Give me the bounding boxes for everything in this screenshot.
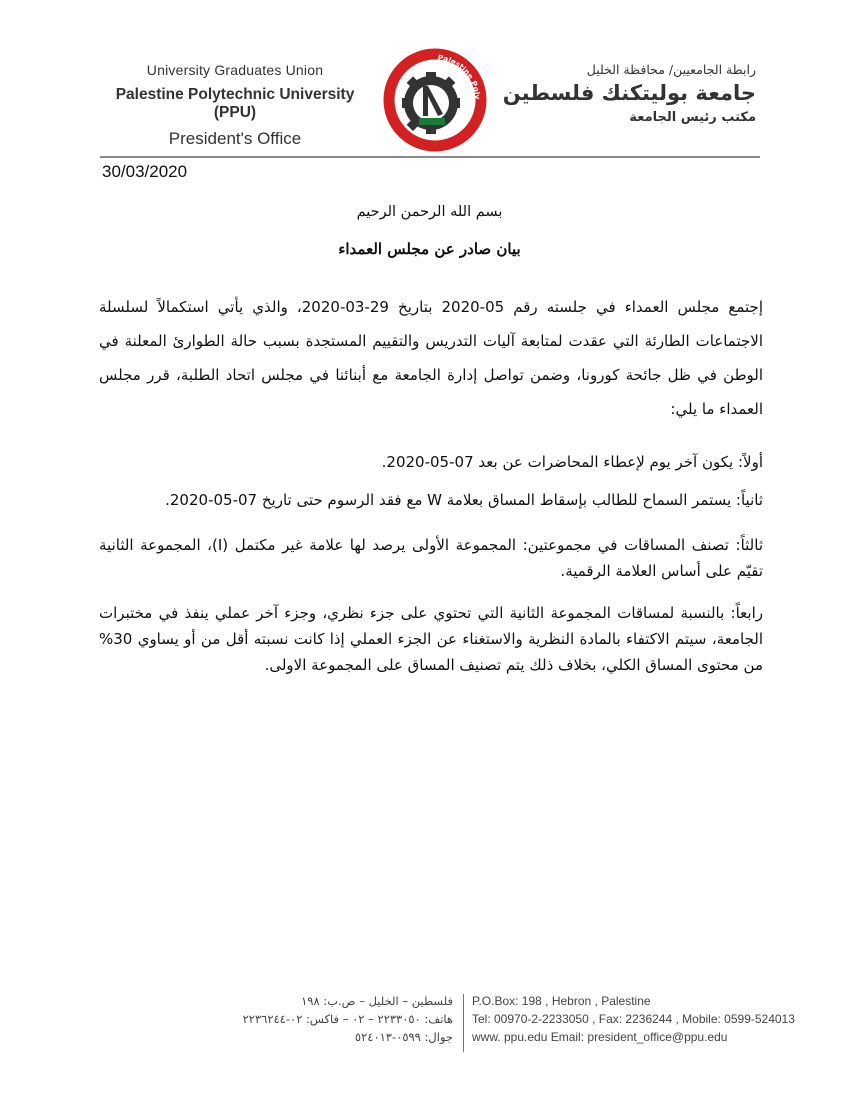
union-name-ar: رابطة الجامعيين/ محافظة الخليل	[586, 62, 756, 77]
decision-item-4: رابعاً: بالنسبة لمساقات المجموعة الثانية التي تحتوي على جزء نظري، وجزء آخر عملي ينفذ في مختبرات الجامعة، سيتم الاكتفاء بالمادة النظرية والاستغناء عن الجزء العملي إذا كانت نسبته أقل من أو يساوي 30% من محتوى المساق الكلي، بخلاف ذلك يتم تصنيف المساق على المجموعة الاولى.	[99, 604, 763, 674]
header-divider	[100, 156, 760, 158]
university-name-en: Palestine Polytechnic University (PPU)	[115, 86, 355, 121]
document-date: 30/03/2020	[102, 162, 188, 181]
footer-phone-en: Tel: 00970-2-2233050 , Fax: 2236244 , Mobile: 0599-524013	[472, 1012, 795, 1026]
office-name-en: President's Office	[168, 129, 302, 148]
letterhead	[100, 48, 760, 158]
office-name-ar: مكتب رئيس الجامعة	[629, 110, 756, 125]
footer-web-email: www. ppu.edu Email: president_office@ppu.edu	[472, 1030, 728, 1044]
footer-address-en: P.O.Box: 198 , Hebron , Palestine	[472, 994, 651, 1008]
union-name-en: University Graduates Union	[146, 62, 324, 78]
ppu-logo	[383, 48, 487, 152]
header-arabic	[496, 62, 756, 125]
footer-english	[472, 992, 795, 1046]
footer-divider	[463, 994, 464, 1052]
footer-phone-ar: هاتف: ٢٢٣٣٠٥٠ – ٠٢ – فاكس: ٠٢-٢٢٣٦٢٤٤	[242, 1012, 453, 1026]
footer-address-ar: فلسطين – الخليل – ص.ب: ١٩٨	[301, 994, 453, 1008]
decision-item-2: ثانياً: يستمر السماح للطالب بإسقاط المساق بعلامة W مع فقد الرسوم حتى تاريخ 07-05-2020.	[165, 491, 763, 509]
header-english	[100, 62, 370, 149]
logo-arc-text: Palestine Poly	[437, 53, 483, 100]
university-name-ar: جامعة بوليتكنك فلسطين	[502, 81, 756, 105]
footer-arabic	[243, 992, 453, 1046]
intro-paragraph: إجتمع مجلس العمداء في جلسته رقم 05-2020 بتاريخ 29-03-2020، والذي يأتي استكمالاً لسلسلة الاجتماعات الطارئة التي عقدت لمتابعة آليات التدريس والتقييم المستجدة بسبب حالة الطوارئ المعلنة في الوطن في ظل جائحة كورونا، وضمن تواصل إدارة الجامعة مع أبنائنا في مجلس اتحاد الطلبة، قرر مجلس العمداء ما يلي:	[99, 298, 763, 418]
decision-item-3: ثالثاً: تصنف المساقات في مجموعتين: المجموعة الأولى يرصد لها علامة غير مكتمل (I)، المجموعة الثانية تقيّم على أساس العلامة الرقمية.	[99, 536, 763, 580]
document-title: بيان صادر عن مجلس العمداء	[338, 240, 521, 258]
letter-footer	[100, 988, 795, 1058]
decision-item-1: أولاً: يكون آخر يوم لإعطاء المحاضرات عن بعد 07-05-2020.	[381, 453, 763, 471]
basmala: بسم الله الرحمن الرحيم	[356, 204, 503, 220]
footer-mobile-ar: جوال: ٠٥٩٩-٥٢٤٠١٣	[354, 1030, 453, 1044]
